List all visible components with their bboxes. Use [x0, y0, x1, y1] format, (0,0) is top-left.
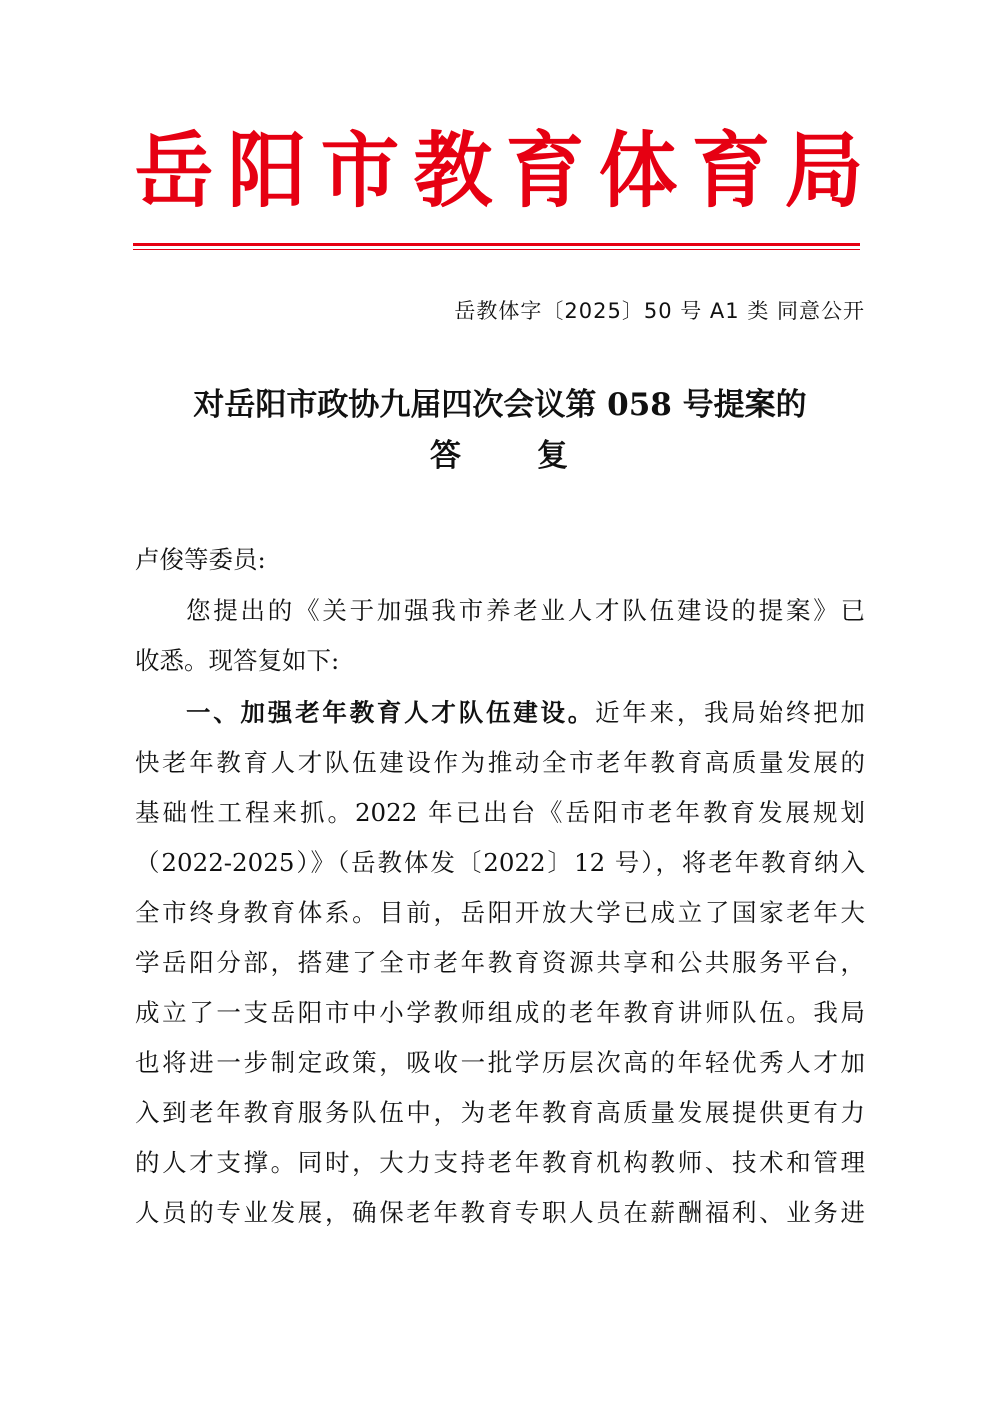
- salutation: 卢俊等委员:: [135, 545, 266, 574]
- paragraph-line: 收悉。现答复如下:: [135, 646, 340, 675]
- issuing-organization-header: [133, 122, 865, 222]
- org-char: 育: [691, 124, 771, 219]
- title-char-da: 答: [430, 438, 463, 474]
- org-char: 市: [320, 124, 400, 219]
- org-char: 教: [413, 124, 492, 219]
- title-char-fu: 复: [537, 438, 570, 474]
- paragraph-line: 成立了一支岳阳市中小学教师组成的老年教育讲师队伍。我局: [135, 998, 865, 1027]
- paragraph-line: 的人才支撑。同时，大力支持老年教育机构教师、技术和管理: [135, 1148, 865, 1177]
- paragraph-line: 全市终身教育体系。目前，岳阳开放大学已成立了国家老年大: [135, 898, 865, 927]
- header-red-rule-thick: [133, 243, 860, 246]
- document-number: 岳教体字〔2025〕50 号 A1 类 同意公开: [454, 299, 865, 323]
- section-heading-tail: 近年来，我局始终把加: [595, 698, 865, 727]
- section-heading-line: [186, 698, 865, 728]
- org-char: 局: [784, 124, 864, 219]
- paragraph-line: 基础性工程来抓。2022 年已出台《岳阳市老年教育发展规划: [135, 798, 865, 827]
- header-red-rule-thin: [133, 249, 860, 250]
- paragraph-line: 快老年教育人才队伍建设作为推动全市老年教育高质量发展的: [135, 748, 865, 777]
- org-char: 育: [506, 124, 585, 219]
- document-title-line2: [0, 438, 1000, 475]
- paragraph-line: （2022-2025）》（岳教体发〔2022〕12 号），将老年教育纳入: [135, 848, 865, 877]
- org-char: 体: [598, 124, 678, 219]
- paragraph-line: 也将进一步制定政策，吸收一批学历层次高的年轻优秀人才加: [135, 1048, 865, 1077]
- org-char: 阳: [227, 124, 307, 219]
- section-heading: 一、加强老年教育人才队伍建设。: [186, 698, 596, 727]
- paragraph-line: 人员的专业发展，确保老年教育专职人员在薪酬福利、业务进: [135, 1198, 865, 1227]
- paragraph-line: 入到老年教育服务队伍中，为老年教育高质量发展提供更有力: [135, 1098, 865, 1127]
- paragraph-line: 学岳阳分部，搭建了全市老年教育资源共享和公共服务平台，: [135, 948, 865, 977]
- paragraph-line: 您提出的《关于加强我市养老业人才队伍建设的提案》已: [186, 596, 865, 625]
- document-title-line1: 对岳阳市政协九届四次会议第 058 号提案的: [193, 387, 807, 423]
- org-char: 岳: [134, 124, 214, 219]
